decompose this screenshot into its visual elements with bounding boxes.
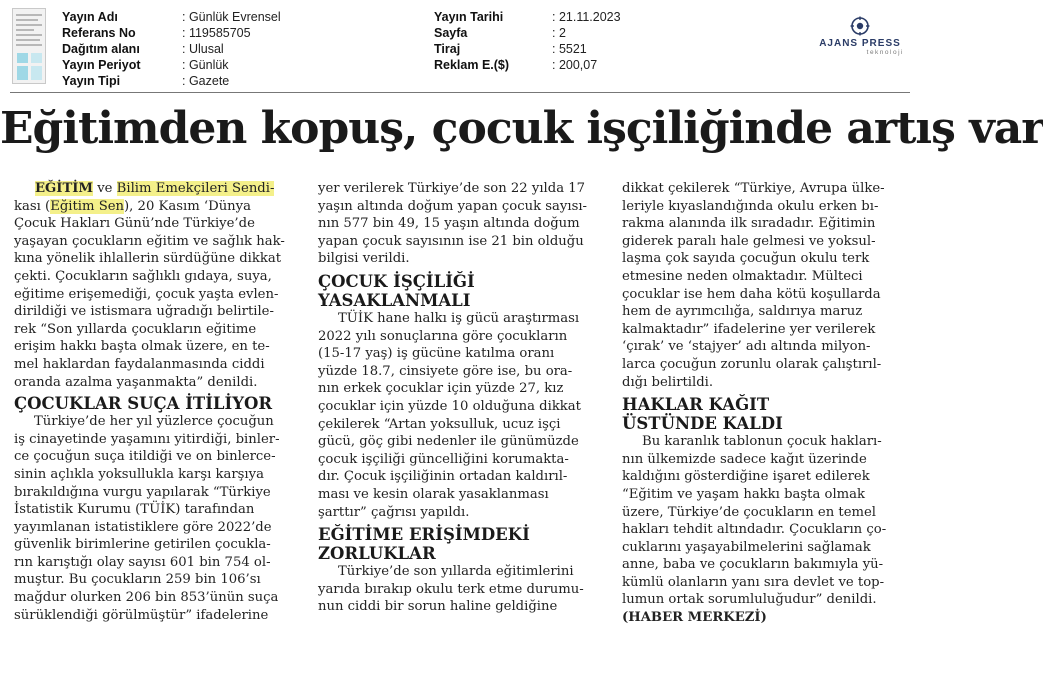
text-line: nın ülkemizde sadece kağıt üzerinde (622, 451, 867, 467)
text-line: şarttır” çağrısı yapıldı. (318, 504, 470, 520)
text-line: eğitime erişemediği, çocuk yaşta evlen- (14, 286, 279, 302)
body-paragraph (318, 180, 606, 268)
text-line: sinin açlıkla yoksullukla karşı karşıya (14, 466, 264, 482)
text-line: dığı belirtildi. (622, 374, 714, 390)
text-line: ÇOCUK İŞÇİLİĞİ (318, 271, 475, 291)
meta-value: : 119585705 (182, 26, 251, 40)
text-line: dirildiği ve istismara uğradığı belirtile- (14, 304, 274, 320)
header-divider (10, 92, 910, 93)
section-heading: ÇOCUKLAR SUÇA İTİLİYOR (14, 394, 273, 414)
body-paragraph (622, 433, 910, 609)
meta-label: Sayfa (434, 26, 468, 40)
text-line: dikkat çekilerek “Türkiye, Avrupa ülke- (622, 181, 885, 196)
section-heading (318, 272, 606, 310)
text-line: üzere, Türkiye’de çocukların en temel (622, 504, 877, 520)
text-line: ÜSTÜNDE KALDI (622, 414, 783, 434)
text-run: kası ( (14, 198, 51, 214)
text-line: lumun ortak sorumluluğudur” denildi. (622, 592, 877, 608)
section-heading (622, 395, 910, 433)
text-line: ZORLUKLAR (318, 544, 436, 564)
section-heading (318, 525, 606, 563)
text-run: ve (93, 181, 117, 196)
highlight-term: EĞİTİM (34, 181, 94, 196)
text-line: cuklarını yaşayabilmelerini sağlamak (622, 539, 871, 555)
text-line: çocuklar ise hem daha kötü koşullarda (622, 286, 881, 302)
text-line: yaşın altında doğum yapan çocuk sayısı- (318, 198, 588, 214)
meta-label: Yayın Adı (62, 10, 118, 24)
text-line: yüzde 18.7, cinsiyete göre ise, bu ora- (318, 363, 573, 379)
text-line: kümlü olanların yanı sıra devlet ve top- (622, 574, 885, 590)
meta-value: : 2 (552, 26, 566, 40)
text-line: gücü, göç gibi nedenler ile günümüzde (318, 434, 579, 450)
text-line: larca çocuğun zorunlu olarak çalıştırıl- (622, 356, 882, 372)
article-column-2 (318, 180, 606, 616)
text-line: TÜİK hane halkı iş gücü araştırması (338, 310, 580, 326)
text-line: yarıda bırakıp okulu terk etme durumu- (318, 581, 584, 597)
lead-paragraph (14, 180, 300, 215)
text-line: rakma alanında ilk sıradadır. Eğitimin (622, 216, 876, 232)
meta-label: Tiraj (434, 42, 461, 56)
meta-label: Referans No (62, 26, 136, 40)
text-line: dır. Çocuk işçiliğinin ortadan kaldırıl- (318, 469, 568, 485)
text-line: rek “Son yıllarda çocukların eğitime (14, 321, 257, 337)
text-line: muştur. Bu çocukların 259 bin 106’sı (14, 572, 261, 588)
meta-value: : Günlük (182, 58, 229, 72)
text-line: Türkiye’de her yıl yüzlerce çocuğun (34, 414, 274, 430)
logo-tagline: teknoloji (866, 49, 904, 56)
body-paragraph (622, 180, 910, 391)
text-line: bilgisi verildi. (318, 251, 410, 267)
meta-label: Yayın Periyot (62, 58, 141, 72)
text-line: bırakıldığına vurgu yapılarak “Türkiye (14, 484, 271, 500)
body-paragraph (318, 563, 606, 616)
article-column-1 (14, 180, 300, 624)
text-line: iş cinayetinde yaşamını yitirdiği, binler- (14, 431, 280, 447)
text-line: kına yönelik ihlallerin sürdüğüne dikkat (14, 251, 282, 267)
article-headline: Eğitimden kopuş, çocuk işçiliğinde artış var (0, 103, 1043, 154)
text-line: (15-17 yaş) iş gücüne katılma oranı (318, 346, 555, 362)
text-line: 2022 yılı sonuçlarına göre çocukların (318, 328, 568, 344)
text-line: etmesine neden olmaktadır. Mülteci (622, 268, 863, 284)
text-line: yapan çocuk sayısının ise 21 bin olduğu (318, 233, 584, 249)
text-line: çocuk işçiliği güncelliğini korumakta- (318, 451, 569, 467)
byline: (HABER MERKEZİ) (622, 610, 767, 626)
meta-value: : 5521 (552, 42, 587, 56)
text-line: Çocuk Hakları Günü’nde Türkiye’de (14, 216, 255, 232)
text-line: oranda azalma yaşanmakta” denildi. (14, 374, 258, 390)
logo-brand-text: AJANS PRESS (819, 38, 901, 49)
text-line: YASAKLANMALI (318, 290, 471, 310)
body-paragraph (14, 413, 300, 624)
lead-line (14, 198, 300, 216)
text-line: mel haklardan faydalanmasında ciddi (14, 356, 265, 372)
page-thumbnail (12, 8, 46, 84)
text-line: EĞİTİME ERİŞİMDEKİ (318, 525, 530, 545)
text-line: yayımlanan istatistiklere göre 2022’de (14, 519, 272, 535)
meta-value: : 200,07 (552, 58, 598, 72)
text-line: çocuklar için yüzde 10 olduğuna dikkat (318, 398, 581, 414)
meta-label: Yayın Tipi (62, 74, 121, 88)
text-line: leriyle kıyaslandığında okulu erken bı- (622, 198, 879, 214)
text-line: nun ciddi bir sorun haline geldiğine (318, 599, 558, 615)
meta-value: : Ulusal (182, 42, 224, 56)
meta-value: : Gazete (182, 74, 230, 88)
text-line: çekilerek “Artan yoksulluk, ucuz işçi (318, 416, 561, 432)
text-line: ması ve kesin olarak yasaklanması (318, 486, 549, 502)
article-column-3 (622, 180, 910, 627)
text-line: “Eğitim ve yaşam hakkı başta olmak (622, 486, 866, 502)
text-line: kaldığını gösterdiğine işaret edilerek (622, 469, 870, 485)
meta-label: Reklam E.($) (434, 58, 510, 72)
text-line: anne, baba ve çocukların bakımıyla yü- (622, 557, 884, 573)
text-line: ‘çırak’ ve ‘stajyer’ adı altında milyon- (622, 339, 871, 355)
body-paragraph (14, 215, 300, 391)
meta-label: Dağıtım alanı (62, 42, 140, 56)
text-line: laşma çok sayıda çocuğun okulu terk (622, 251, 870, 267)
byline-paragraph (622, 609, 910, 627)
text-line: erişim hakkı başta olmak üzere, en te- (14, 339, 270, 355)
highlight-term: Eğitim Sen (50, 198, 125, 214)
text-line: sürüklendiği görülmüştür” ifadelerine (14, 607, 269, 623)
ajans-press-logo (812, 16, 908, 62)
text-line: kalmaktadır” ifadelerine yer verilerek (622, 321, 876, 337)
text-run: ), 20 Kasım ‘Dünya (124, 198, 251, 214)
body-paragraph (318, 310, 606, 521)
text-line: yer verilerek Türkiye’de son 22 yılda 17 (318, 181, 586, 196)
meta-label: Yayın Tarihi (434, 10, 504, 24)
text-line: İstatistik Kurumu (TÜİK) tarafından (14, 502, 255, 518)
compass-logo-icon (849, 16, 871, 36)
clipping-metadata-header (0, 0, 920, 92)
text-line: HAKLAR KAĞIT (622, 395, 770, 415)
meta-value: : 21.11.2023 (552, 10, 621, 24)
text-line: nın 577 bin 49, 15 yaşın altında doğum (318, 216, 580, 232)
text-line: nın erkek çocuklar için yüzde 27, kız (318, 381, 564, 397)
text-line: ce çocuğun suça itildiği ve on binlerce- (14, 449, 276, 465)
text-line: güvenlik birimlerine getirilen çocukla- (14, 537, 271, 553)
meta-value: : Günlük Evrensel (182, 10, 281, 24)
text-line: mağdur olurken 206 bin 853’ünün suça (14, 590, 279, 606)
text-line: hem de ayrımcılığa, saldırıya maruz (622, 304, 863, 320)
text-line: Bu karanlık tablonun çocuk hakları- (642, 434, 882, 450)
text-line: rın karıştığı olay sayısı 601 bin 754 ol- (14, 554, 271, 570)
text-line: giderek paralı hale gelmesi ve yoksul- (622, 233, 876, 249)
lead-line (14, 180, 300, 198)
highlight-term: Bilim Emekçileri Sendi- (116, 181, 275, 196)
text-line: Türkiye’de son yıllarda eğitimlerini (338, 564, 574, 580)
text-line: hakları tehdit altındadır. Çocukların ço- (622, 522, 887, 538)
text-line: çekti. Çocukların sağlıklı gıdaya, suya, (14, 268, 272, 284)
text-line: yaşayan çocukların eğitim ve sağlık hak- (14, 233, 285, 249)
